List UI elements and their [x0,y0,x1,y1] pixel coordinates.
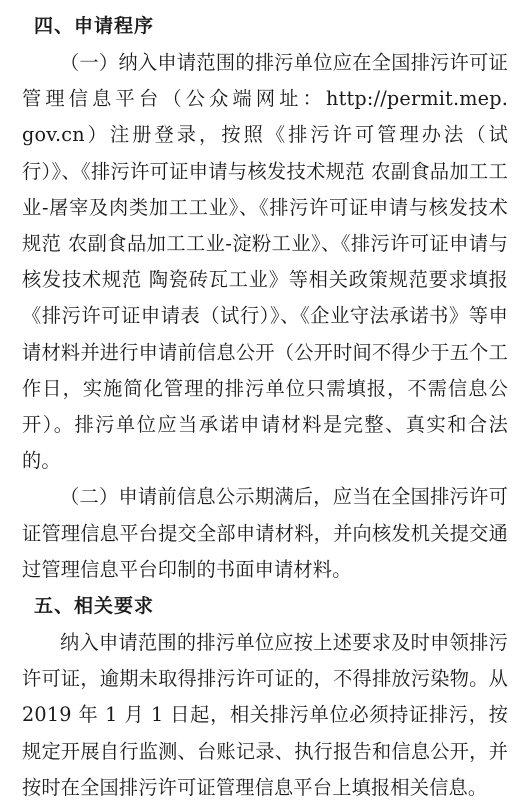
section-heading-related-requirements: 五、相关要求 [34,595,155,618]
paragraph-requirements: 纳入申请范围的排污单位应按上述要求及时申领排污许可证，逾期未取得排污许可证的，不得排放污染物。从 2019 年 1 月 1 日起，相关排污单位必须持证排污，按规定开展自行监测、台账记录、执行报告和信息公开，并按时在全国排污许可证管理信息平台上填报相关信息。 [22,631,508,799]
paragraph-application-step-1: （一）纳入申请范围的排污单位应在全国排污许可证管理信息平台（公众端网址：http://permit.mep. gov.cn）注册登录，按照《排污许可管理办法（试行）》、《排污许可证申请与核发技术规范 农副食品加工工业-屠宰及肉类加工工业》、《排污许可证申请与核发技术规范 农副食品加工工业-淀粉工业》、《排污许可证申请与核发技术规范 陶瓷砖瓦工业》等相关政策规范要求填报《排污许可证申请表（试行）》、《企业守法承诺书》等申请材料并进行申请前信息公开（公开时间不得少于五个工作日，实施简化管理的排污单位只需填报，不需信息公开）。排污单位应当承诺申请材料是完整、真实和合法的。 [22,51,508,473]
paragraph-application-step-2: （二）申请前信息公示期满后，应当在全国排污许可证管理信息平台提交全部申请材料，并向核发机关提交通过管理信息平台印制的书面申请材料。 [22,485,508,581]
section-heading-application-procedure: 四、申请程序 [34,15,155,37]
